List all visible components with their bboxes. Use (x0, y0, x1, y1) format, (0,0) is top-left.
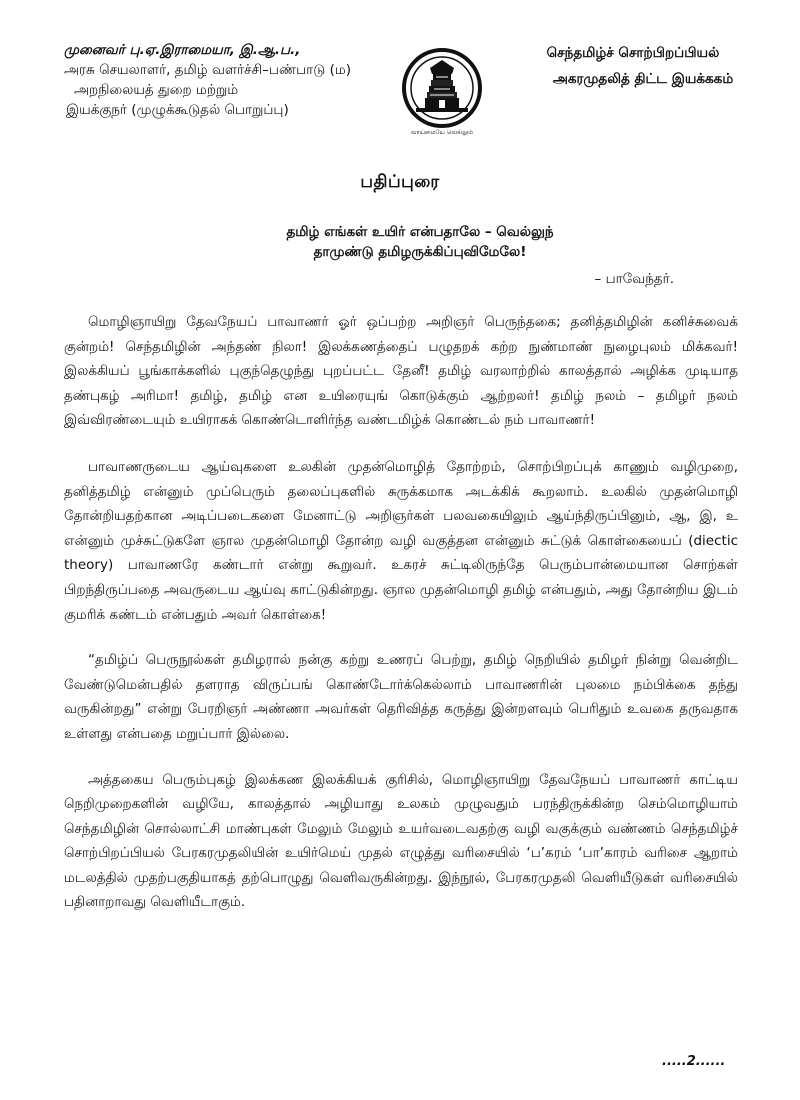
epigraph-line-2: தாமுண்டு தமிழருக்கிப்புவிமேலே! (313, 244, 527, 260)
page-title: பதிப்புரை (360, 172, 440, 192)
epigraph-line-1: தமிழ் எங்கள் உயிர் என்பதாலே – வெல்லுந் (286, 224, 554, 240)
preface-body (64, 310, 738, 936)
temple-emblem-icon (396, 44, 488, 140)
author-department: அறநிலையத் துறை மற்றும் (74, 82, 239, 98)
epigraph (0, 222, 800, 290)
page-number: .....2...... (662, 1054, 726, 1069)
epigraph-author: – பாவேந்தர். (594, 271, 674, 287)
directorate-line-1: செந்தமிழ்ச் சொற்பிறப்பியல் (546, 45, 720, 61)
author-director-role: இயக்குநர் (முழுக்கூடுதல் பொறுப்பு) (66, 102, 289, 118)
author-designation: அரசு செயலாளர், தமிழ் வளர்ச்சி–பண்பாடு (ம) (64, 62, 351, 78)
paragraph-2: பாவாணருடைய ஆய்வுகளை உலகின் முதன்மொழித் தோற்றம், சொற்பிறப்புக் காணும் வழிமுறை, தனித்தமிழ் என்னும் முப்பெரும் தலைப்புகளில் சுருக்கமாக அடக்கிக் கூறலாம். உலகில் முதன்மொழி தோன்றியதற்கான அடிப்படைகளை மேனாட்டு அறிஞர்கள் பலவகையிலும் ஆய்ந்திருப்பினும், ஆ, இ, உ என்னும் முச்சுட்டுகளே ஞால முதன்மொழி தோன்ற வழி வகுத்தன என்னும் சுட்டுக் கொள்கையைப் (diectic theory) பாவாணரே கண்டார் என்று கூறுவர். உகரச் சுட்டிலிருந்தே பெரும்பான்மையான சொற்கள் பிறந்திருப்பதை அவருடைய ஆய்வு காட்டுகின்றது. ஞால முதன்மொழி தமிழ் என்பதும், அது தோன்றிய இடம் குமரிக் கண்டம் என்பதும் அவர் கொள்கை! (64, 458, 738, 623)
paragraph-4: அத்தகைய பெரும்புகழ் இலக்கண இலக்கியக் குரிசில், மொழிஞாயிறு தேவநேயப் பாவாணர் காட்டிய நெறிமுறைகளின் வழியே, காலத்தால் அழியாது உலகம் முழுவதும் பரந்திருக்கின்ற செம்மொழியாம் செந்தமிழின் சொல்லாட்சி மாண்புகள் மேலும் மேலும் உயர்வடைவதற்கு வழி வகுக்கும் வண்ணம் செந்தமிழ்ச் சொற்பிறப்பியல் பேரகரமுதலியின் உயிர்மெய் முதல் எழுத்து வரிசையில் ‘ப’கரம் ‘பா’காரம் வரிசை ஆறாம் மடலத்தில் முதற்பகுதியாகத் தற்பொழுது வெளிவருகின்றது. இந்நூல், பேரகரமுதலி வெளியீடுகள் வரிசையில் பதினாறாவது வெளியீடாகும். (64, 771, 738, 911)
paragraph-3: “தமிழ்ப் பெருநூல்கள் தமிழரால் நன்கு கற்று உணரப் பெற்று, தமிழ் நெறியில் தமிழர் நின்று வென்றிட வேண்டுமென்பதில் தளராத விருப்பங் கொண்டோர்க்கெல்லாம் பாவாணரின் புலமை நம்பிக்கை தந்து வருகின்றது” என்று பேரறிஞர் அண்ணா அவர்கள் தெரிவித்த கருத்து இன்றளவும் பெரிதும் உவகை தருவதாக உள்ளது என்பதை மறுப்பார் இல்லை. (64, 652, 738, 742)
emblem-caption: வாய்மையே வெல்லும் (410, 129, 474, 136)
directorate-line-2: அகரமுதலித் திட்ட இயக்ககம் (552, 71, 734, 87)
header-right-block (508, 40, 758, 92)
paragraph-1: மொழிஞாயிறு தேவநேயப் பாவாணர் ஓர் ஒப்பற்ற அறிஞர் பெருந்தகை; தனித்தமிழின் கனிச்சுவைக் குன்றம்! செந்தமிழின் அந்தண் நிலா! இலக்கணத்தைப் பழுதறக் கற்ற நுண்மாண் நுழைபுலம் மிக்கவர்! இலக்கியப் பூங்காக்களில் புகுந்தெழுந்து புறப்பட்ட தேனீ! தமிழ் வரலாற்றில் காலத்தால் அழிக்க முடியாத தண்புகழ் அரிமா! தமிழ், தமிழ் என உயிரையுங் கொடுக்கும் ஆற்றலர்! தமிழ் நலம் – தமிழர் நலம் இவ்விரண்டையும் உயிராகக் கொண்டொளிர்ந்த வண்டமிழ்க் கொண்டல் நம் பாவாணர்! (64, 314, 738, 429)
header-left-block (64, 40, 351, 120)
tamil-nadu-emblem (396, 44, 488, 140)
author-name: முனைவர் பு.ஏ.இராமையா, இ.ஆ.ப., (64, 42, 301, 58)
